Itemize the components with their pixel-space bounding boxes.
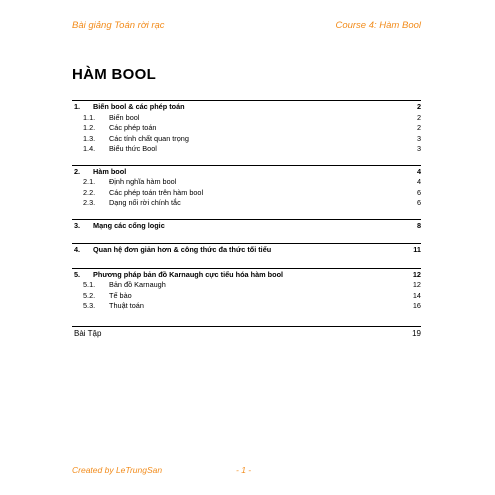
toc-text: Biến bool [109,112,140,122]
toc-page: 4 [416,177,421,186]
toc-entry[interactable] [72,177,421,188]
toc-section-5 [72,268,421,312]
toc-text: Các phép toán trên hàm bool [109,187,204,197]
toc-entry[interactable] [72,270,421,281]
toc-section-1 [72,100,421,155]
toc-page: 14 [412,290,421,300]
toc-entry[interactable] [72,328,421,339]
toc-entry[interactable] [72,188,421,199]
toc-number: 4. [74,245,81,254]
toc-number: 2. [74,166,81,176]
toc-number: 5. [74,269,81,279]
toc-section-2 [72,165,421,209]
toc-page: 19 [412,328,421,338]
toc-text: Thuật toán [109,301,144,310]
toc-page: 2 [416,123,421,132]
toc-number: 1.3. [83,133,96,143]
toc-entry[interactable] [72,123,421,134]
header-course-number: Course 4: Hàm Bool [335,20,421,31]
header-course-title: Bài giảng Toán rời rạc [72,20,165,31]
toc-entry[interactable] [72,167,421,178]
toc-text: Mạng các cổng logic [93,220,165,230]
toc-page: 16 [412,301,421,310]
toc-text: Biến bool & các phép toán [93,102,185,111]
page-footer [72,465,421,475]
toc-text: Quan hệ đơn giản hơn & công thức đa thức tối tiểu [93,245,272,254]
toc-page: 6 [416,187,421,197]
toc-section-exercises [72,326,421,339]
toc-entry[interactable] [72,113,421,124]
toc-text: Biểu thức Bool [109,144,157,153]
toc-page: 3 [416,144,421,153]
toc-number: 3. [74,220,81,230]
toc-text: Định nghĩa hàm bool [109,177,177,186]
toc-text: Dạng nối rời chính tắc [109,198,181,207]
table-of-contents [72,100,421,339]
toc-number: 2.2. [83,187,96,197]
toc-text: Tế bào [109,290,132,300]
toc-page: 11 [413,245,421,254]
toc-text: Bài Tập [74,328,102,338]
toc-text: Các tính chất quan trọng [109,133,189,143]
toc-number: 2.1. [83,177,96,186]
toc-entry[interactable] [72,134,421,145]
toc-number: 2.3. [83,198,96,207]
toc-entry[interactable] [72,301,421,312]
page-header [72,20,421,31]
footer-author: Created by LeTrungSan [72,465,163,475]
toc-page: 3 [416,133,421,143]
toc-entry[interactable] [72,144,421,155]
toc-page: 12 [412,280,421,289]
footer-page-number: - 1 - [236,465,252,475]
toc-number: 1.2. [83,123,96,132]
toc-text: Các phép toán [109,123,157,132]
toc-page: 2 [416,112,421,122]
toc-number: 5.3. [83,301,96,310]
toc-page: 6 [416,198,421,207]
toc-entry[interactable] [72,198,421,209]
toc-text: Bản đồ Karnaugh [109,280,166,289]
toc-number: 1.1. [83,112,96,122]
toc-page: 12 [412,269,421,279]
toc-entry[interactable] [72,245,421,256]
toc-page: 4 [416,166,421,176]
toc-entry[interactable] [72,280,421,291]
toc-text: Hàm bool [93,166,127,176]
toc-entry[interactable] [72,291,421,302]
toc-page: 8 [416,220,421,230]
toc-section-3 [72,219,421,232]
toc-entry[interactable] [72,221,421,232]
toc-page: 2 [416,102,421,111]
toc-number: 1.4. [83,144,96,153]
toc-number: 5.1. [83,280,96,289]
toc-section-4 [72,243,421,256]
document-title: HÀM BOOL [72,66,157,83]
toc-entry[interactable] [72,102,421,113]
toc-number: 5.2. [83,290,96,300]
toc-text: Phương pháp bản đồ Karnaugh cực tiểu hóa hàm bool [93,269,284,279]
toc-number: 1. [74,102,81,111]
